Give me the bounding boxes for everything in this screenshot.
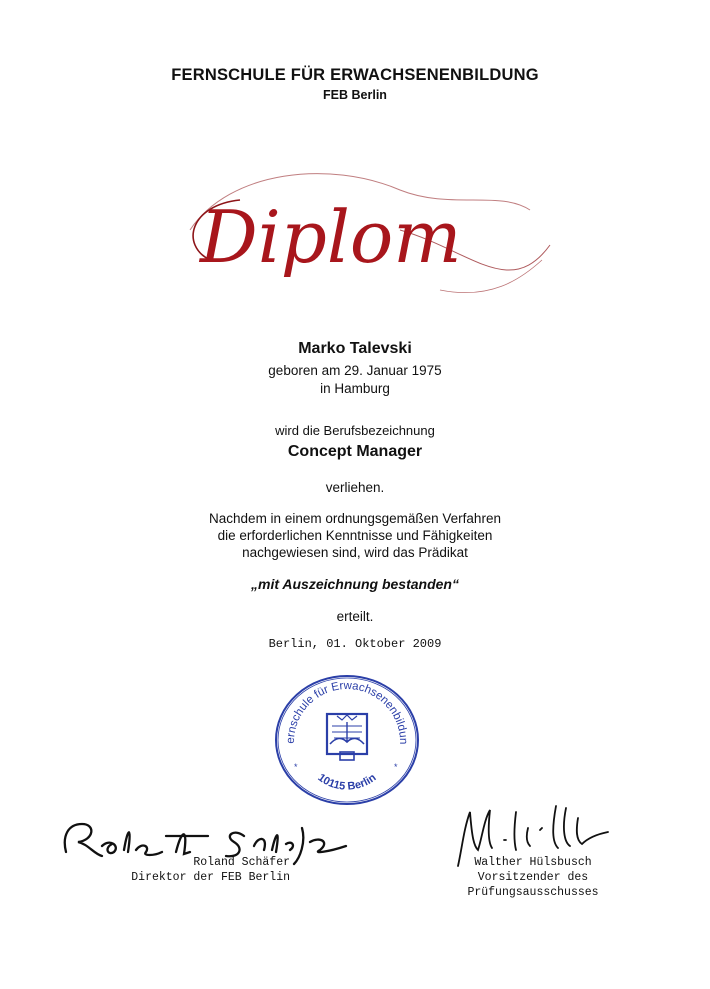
seal-stamp	[272, 672, 422, 808]
book-emblem-icon	[327, 714, 367, 760]
signatory-left-name: Roland Schäfer	[193, 856, 290, 869]
school-name: FERNSCHULE FÜR ERWACHSENENBILDUNG	[171, 66, 539, 84]
signatory-right	[448, 855, 618, 900]
diplom-calligraphy	[170, 150, 560, 310]
birth-date: geboren am 29. Januar 1975	[268, 363, 442, 378]
paragraph-line-2: die erforderlichen Kenntnisse und Fähigkeiten	[217, 528, 493, 543]
seal-ring-text: ernschule für Erwachsenenbildun	[284, 679, 410, 745]
signatory-right-name: Walther Hülsbusch	[474, 856, 592, 869]
official-seal	[272, 672, 422, 808]
svg-text:10115 Berlin	[316, 772, 379, 793]
signatory-right-role-2: Prüfungsausschusses	[467, 886, 599, 899]
job-title: Concept Manager	[287, 443, 423, 460]
signatory-left-role: Direktor der FEB Berlin	[131, 871, 290, 884]
granted-text: verliehen.	[325, 480, 385, 495]
school-location: FEB Berlin	[323, 88, 387, 102]
paragraph-line-3: nachgewiesen sind, wird das Prädikat	[242, 545, 468, 560]
paragraph-line-1: Nachdem in einem ordnungsgemäßen Verfahren	[209, 511, 501, 526]
diplom-text: Diplom	[200, 195, 462, 279]
svg-text:*: *	[294, 762, 298, 772]
recipient-name: Marko Talevski	[298, 340, 412, 357]
diplom-heading	[170, 150, 560, 310]
title-intro: wird die Berufsbezeichnung	[275, 423, 435, 438]
issued-text: erteilt.	[336, 609, 374, 624]
grade-text: „mit Auszeichnung bestanden“	[251, 576, 459, 592]
signatory-left	[70, 855, 290, 885]
birth-place: in Hamburg	[320, 381, 390, 396]
place-date: Berlin, 01. Oktober 2009	[268, 637, 442, 651]
svg-text:*: *	[394, 762, 398, 772]
signatory-right-role-1: Vorsitzender des	[477, 871, 589, 884]
seal-bottom-text: 10115 Berlin	[315, 771, 379, 793]
svg-text:Fernschule für Erwachsenenbild	[272, 672, 409, 744]
